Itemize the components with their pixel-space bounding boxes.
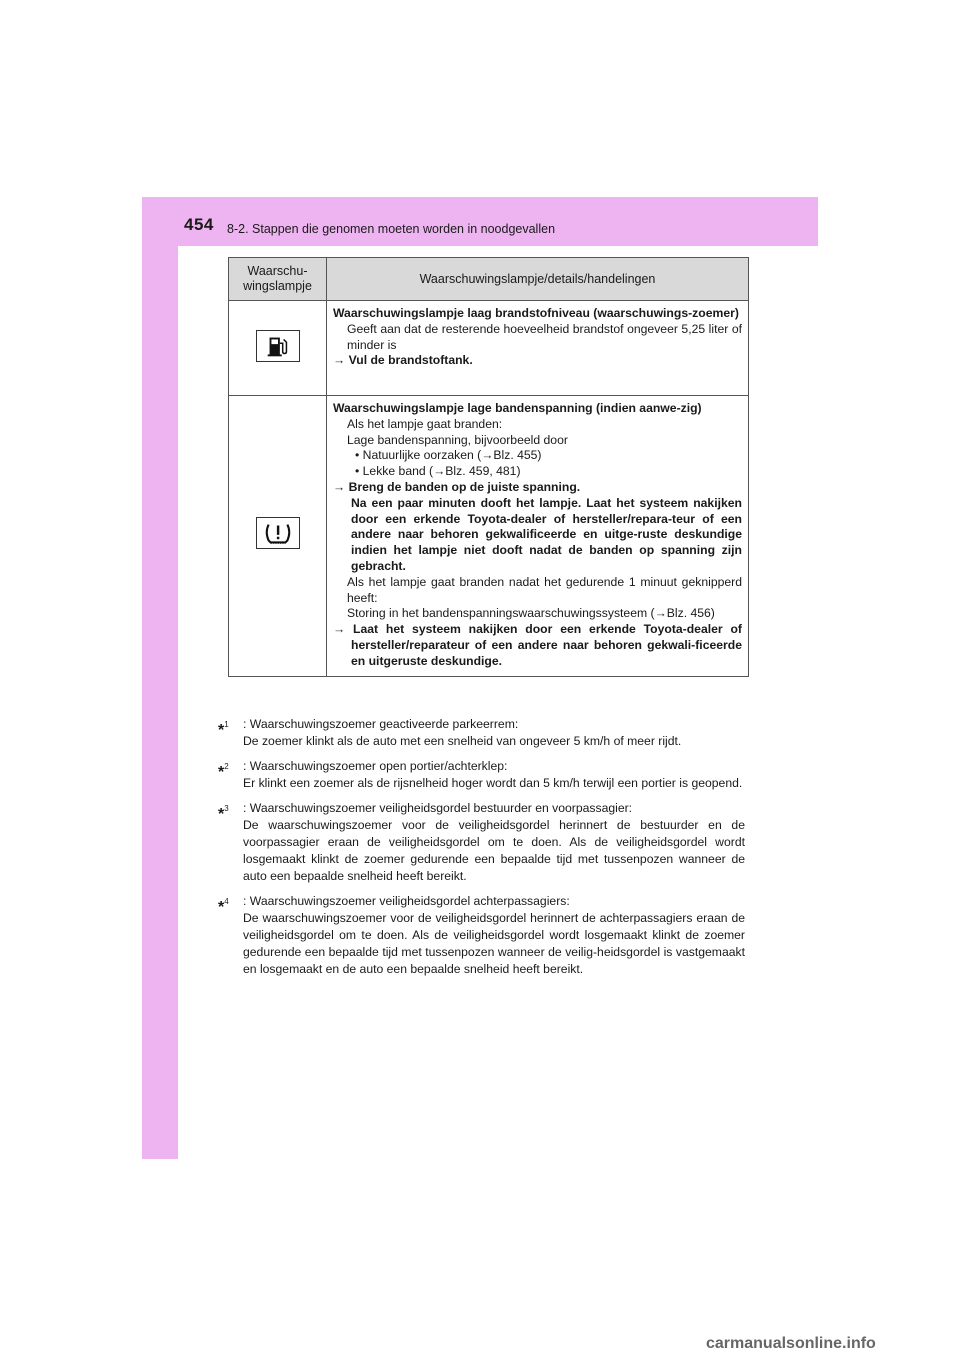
page-number: 454 [184, 215, 214, 234]
lamp-action-detail: Na een paar minuten dooft het lampje. Laat het systeem nakijken door een erkende Toyota-dealer of hersteller/repara-teur of een andere naar behoren gekwalificeerde en uitge-ruste deskundige indien het lampje niet dooft nadat de banden op spanning zijn gebracht. [351, 495, 742, 573]
footnote [218, 893, 745, 978]
warning-lamp-table [228, 257, 749, 677]
condition-text: Als het lampje gaat branden: [347, 416, 503, 431]
footnote-head: : Waarschuwingszoemer veiligheidsgordel achterpassagiers: [243, 894, 570, 908]
lamp-action: → Vul de brandstoftank. [333, 353, 473, 368]
header-details: Waarschuwingslampje/details/handelingen [327, 258, 749, 301]
lamp-action: → Laat het systeem nakijken door een erkende Toyota-dealer of hersteller/reparateur of een andere naar behoren gekwali-ficeerde en uitgeruste deskundige. [333, 622, 742, 668]
lamp-title: Waarschuwingslampje lage bandenspanning (indien aanwe-zig) [333, 401, 702, 415]
footnote-text: De zoemer klinkt als de auto met een snelheid van ongeveer 5 km/h of meer rijdt. [243, 734, 682, 748]
condition-text: Als het lampje gaat branden nadat het gedurende 1 minuut geknipperd heeft: [347, 574, 742, 605]
icon-cell [229, 301, 327, 396]
footnote-marker: *$^2$ [218, 762, 229, 782]
footnote-head: : Waarschuwingszoemer geactiveerde parkeerrem: [243, 717, 519, 731]
details-cell [327, 301, 749, 396]
footnote [218, 758, 745, 792]
footnote-text: Er klinkt een zoemer als de rijsnelheid hoger wordt dan 5 km/h terwijl een portier is geopend. [243, 776, 743, 790]
lamp-description: Geeft aan dat de resterende hoeveelheid brandstof ongeveer 5,25 liter of minder is [347, 321, 742, 352]
table-row [229, 301, 749, 396]
lamp-title: Waarschuwingslampje laag brandstofniveau (waarschuwings-zoemer) [333, 306, 739, 320]
fuel-pump-icon [256, 330, 300, 362]
cause-text: Lage bandenspanning, bijvoorbeeld door [347, 432, 568, 447]
footnote-marker: *$^4$ [218, 897, 229, 917]
footnote-head: : Waarschuwingszoemer veiligheidsgordel bestuurder en voorpassagier: [243, 801, 633, 815]
footnote-text: De waarschuwingszoemer voor de veiligheidsgordel herinnert de achterpassagiers eraan de veiligheidsgordel om te doen. Als de veiligheidsgordel wordt losgemaakt klinkt de zoemer gedurende een bepaalde tijd met tussenpozen wanneer de veilig-heidsgordel is vastgemaakt en losgemaakt en de auto een bepaalde snelheid heeft bereikt. [243, 911, 745, 976]
table-header-row [229, 258, 749, 301]
lamp-action: → Breng de banden op de juiste spanning. [333, 479, 581, 494]
details-cell [327, 396, 749, 677]
table-row [229, 396, 749, 677]
header-lamp: Waarschu- wingslampje [229, 258, 327, 301]
fault-text: Storing in het bandenspanningswaarschuwingssysteem (→Blz. 456) [347, 606, 715, 621]
tire-pressure-icon [256, 517, 300, 549]
bullet-item: • Lekke band (→Blz. 459, 481) [355, 464, 521, 479]
footnote-marker: *$^3$ [218, 804, 229, 824]
footnote-marker: *$^1$ [218, 720, 229, 740]
section-title: 8-2. Stappen die genomen moeten worden in noodgevallen [227, 222, 556, 236]
footnote-text: De waarschuwingszoemer voor de veiligheidsgordel herinnert de bestuurder en de voorpassagier eraan de veiligheidsgordel om te doen. Als de veiligheidsgordel wordt losgemaakt klinkt de zoemer gedurende een bepaalde tijd met tussenpozen wanneer de auto een bepaalde snelheid heeft bereikt. [243, 818, 745, 883]
icon-cell [229, 396, 327, 677]
footnote [218, 716, 745, 750]
footnote-head: : Waarschuwingszoemer open portier/achterklep: [243, 759, 508, 773]
watermark: carmanualsonline.info [706, 1335, 876, 1352]
footnote [218, 800, 745, 885]
side-tab-band [142, 197, 178, 1159]
footnotes [218, 716, 745, 986]
bullet-item: • Natuurlijke oorzaken (→Blz. 455) [355, 448, 542, 463]
